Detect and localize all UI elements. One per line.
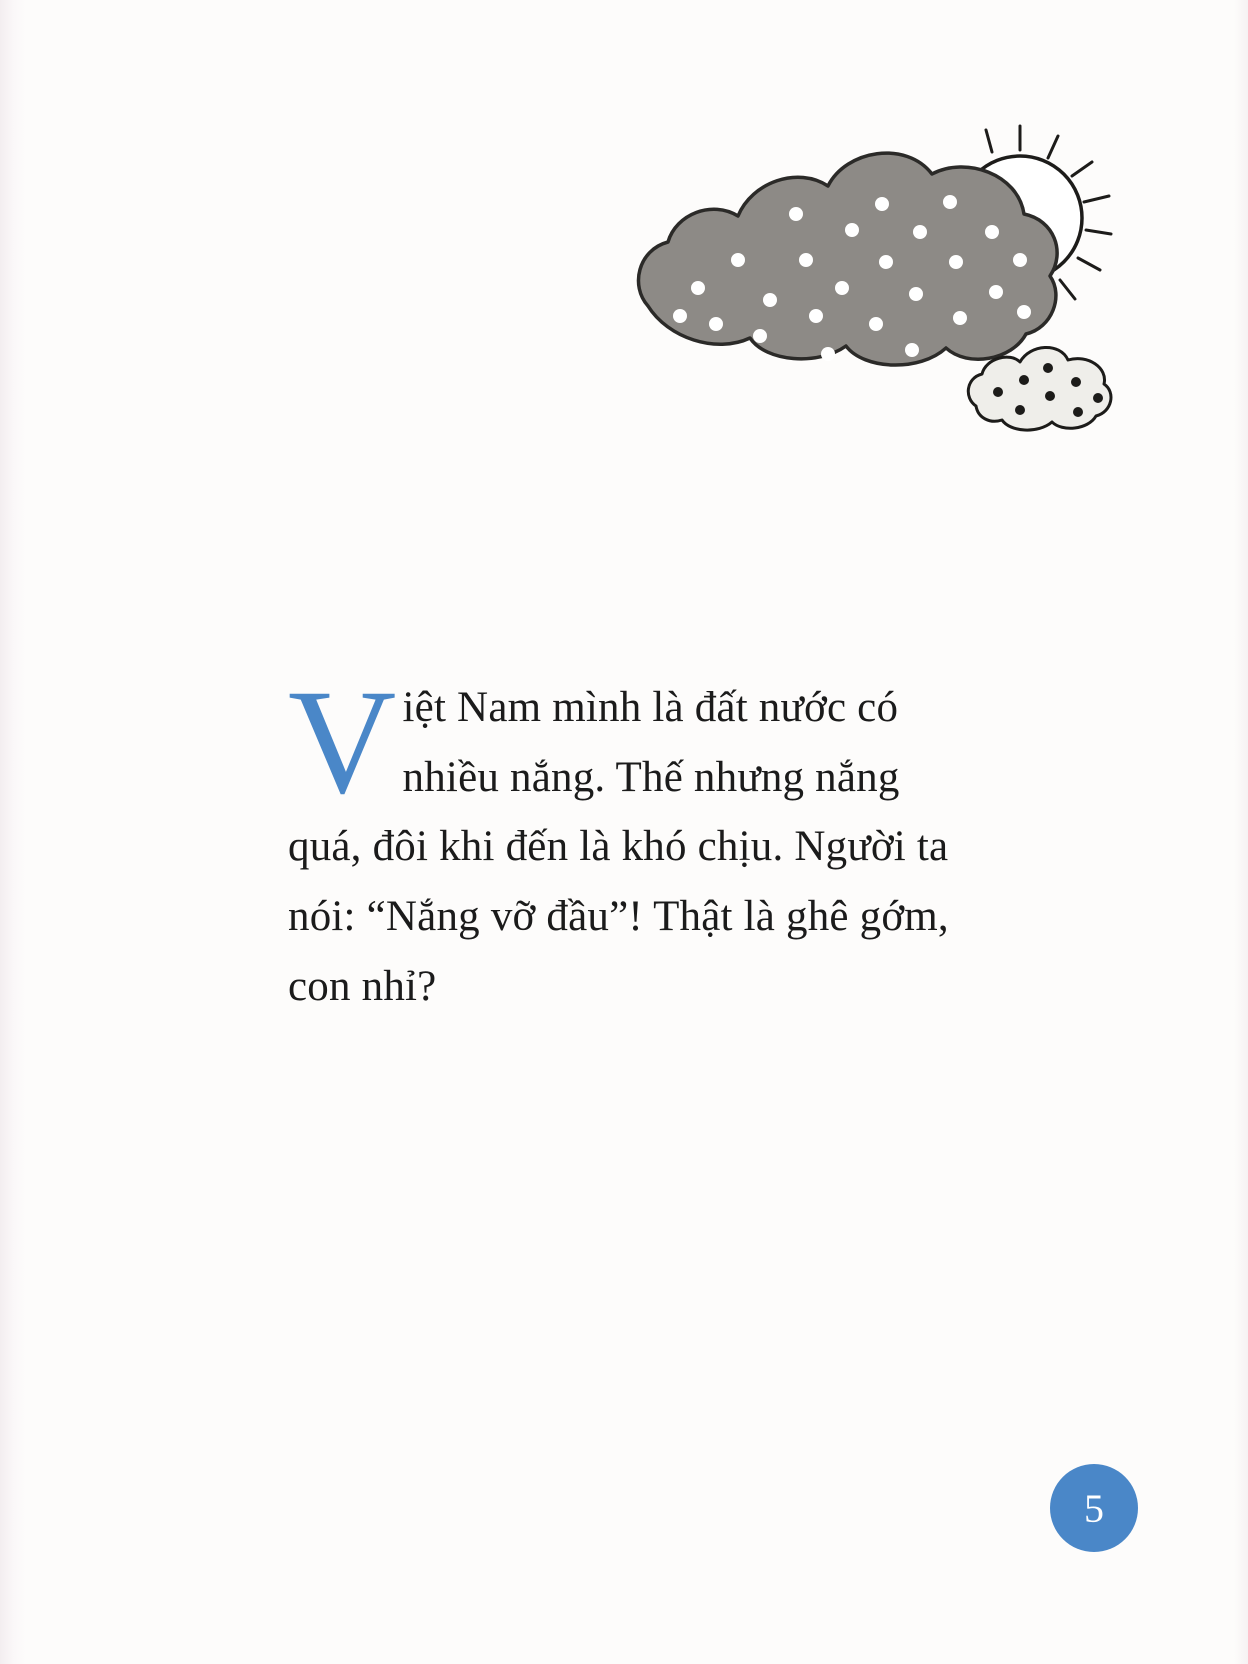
story-paragraph — [288, 659, 968, 1021]
large-cloud-icon — [638, 153, 1057, 365]
page-number-badge — [1050, 1464, 1138, 1552]
drop-cap-letter: V — [288, 659, 397, 825]
body-text-block — [288, 630, 968, 1064]
paragraph-text: iệt Nam mình là đất nước có nhiều nắng. Thế nhưng nắng quá, đôi khi đến là khó chịu. Người ta nói: “Nắng vỡ đầu”! Thật là ghê gớm, con nhỉ? — [288, 684, 949, 1010]
page-number-label: 5 — [1084, 1485, 1104, 1531]
sun-behind-polka-dot-clouds-illustration — [620, 110, 1140, 450]
